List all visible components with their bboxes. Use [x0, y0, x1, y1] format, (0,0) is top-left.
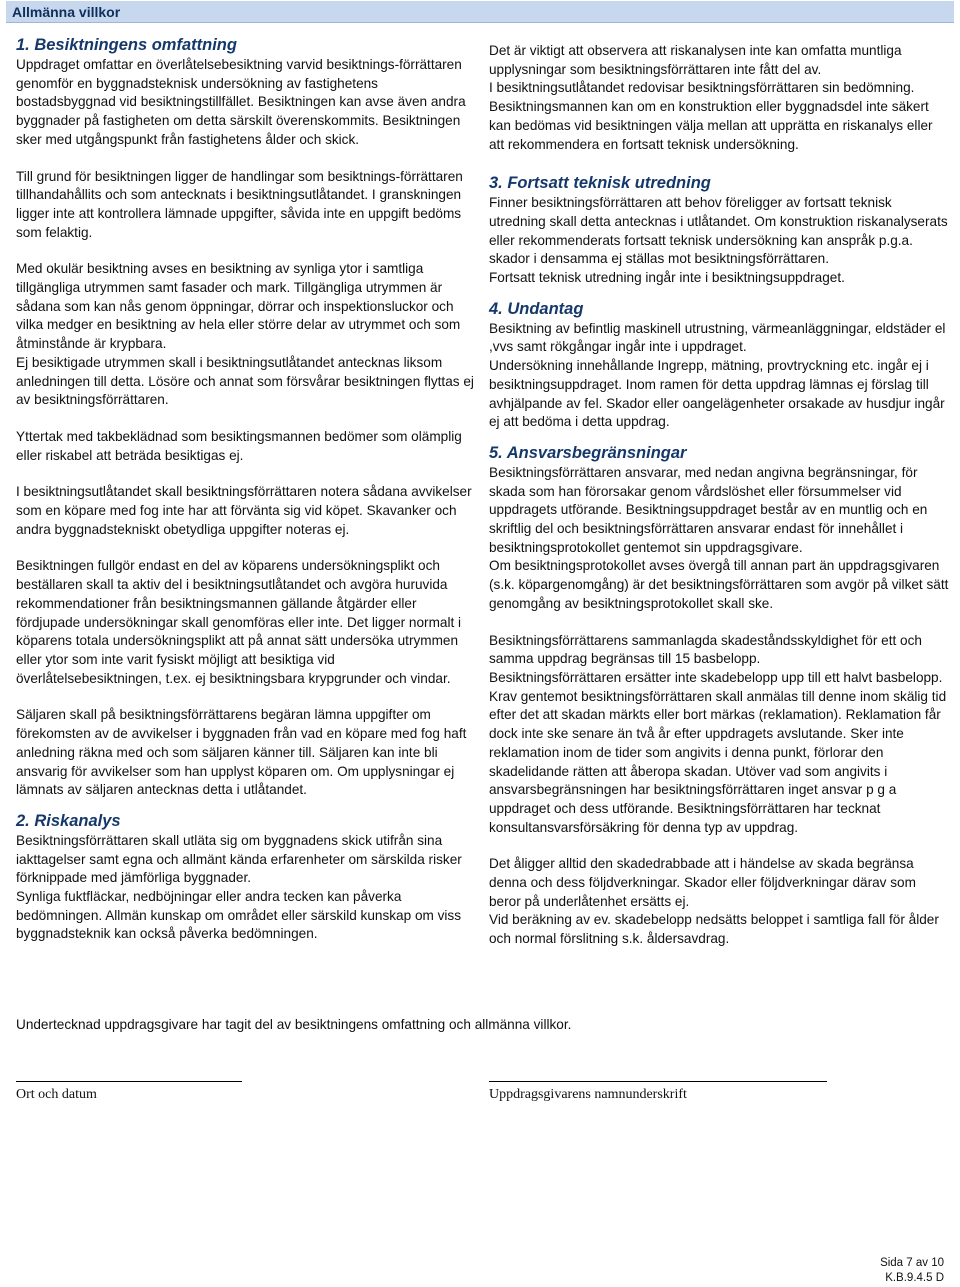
- section-4-heading: 4. Undantag: [489, 299, 584, 318]
- signature-line-client: [489, 1081, 827, 1082]
- section-4-paragraph-2: Undersökning innehållande Ingrepp, mätning, provtryckning etc. ingår ej i besiktningsuppdraget. Inom ramen för detta uppdrag lämnas ej förslag till avhjälpande av fel. Skador eller oangelägenheter orsakade av husdjur ingår ej att bedöma i detta uppdrag.: [489, 358, 945, 430]
- section-2-paragraph-2: Synliga fuktfläckar, nedböjningar eller andra tecken kan påverka bedömningen. Allmän kunskap om området eller särskild kunskap om viss byggnadsteknik kan också påverka bedömningen.: [16, 889, 462, 942]
- section-5-paragraph-6: Vid beräkning av ev. skadebelopp nedsätts beloppet i samtliga fall för ålder och normal förslitning s.k. åldersavdrag.: [489, 912, 939, 947]
- page-number: Sida 7 av 10: [880, 1257, 944, 1269]
- section-1-paragraph-8: Säljaren skall på besiktningsförrättarens begäran lämna uppgifter om förekomsten av de avvikelser i byggnaden från vad en köpare med fog haft anledning räkna med och som säljaren känner till. Säljaren kan inte bli ansvarig för avvikelser som han upplyst köparen om. Om upplysningar ej lämnats av säljaren antecknas detta i utlåtandet.: [16, 707, 467, 798]
- section-1-paragraph-7: Besiktningen fullgör endast en del av köparens undersökningsplikt och beställaren skall ta aktiv del i besiktningsutlåtandet och avgöra huruvida rekommendationer från besiktningsmannen gällande åtgärder eller fördjupade undersökningar skall genomföras eller inte. Det ligger normalt i köparens totala undersökningsplikt att på annat sätt undersöka utrymmen eller ytor som inte varit fysiskt möjligt att besiktiga vid överlåtelsebesiktningen, t.ex. ej besiktningsbara krypgrunder och vindar.: [16, 558, 462, 686]
- signature-label-client: Uppdragsgivarens namnunderskrift: [489, 1087, 687, 1102]
- section-2-paragraph-5: Besiktningsmannen kan om en konstruktion eller byggnadsdel inte säkert kan bedömas vid besiktningen välja mellan att upprätta en riskanalys eller att rekommendera en fortsatt teknisk undersökning.: [489, 99, 933, 152]
- section-3-heading: 3. Fortsatt teknisk utredning: [489, 174, 711, 193]
- section-5-paragraph-2: Om besiktningsprotokollet avses övergå till annan part än uppdragsgivaren (s.k. köpargenomgång) är det besiktningsförrättaren som avgör på vilket sätt genomgång av besiktningsprotokollet skall ske.: [489, 558, 949, 611]
- section-5-paragraph-3: Besiktningsförrättarens sammanlagda skadeståndsskyldighet för ett och samma uppdrag begränsas till 15 basbelopp.: [489, 632, 922, 667]
- page-header-title: Allmänna villkor: [12, 4, 121, 20]
- section-5-paragraph-1: Besiktningsförrättaren ansvarar, med nedan angivna begränsningar, för skada som han förorsakar genom vårdslöshet eller försummelser vid uppdragets utförande. Besiktningsuppdraget består av en muntlig och en skriftlig del och besiktningsförrättaren ansvarar endast för innehållet i besiktningsprotokollet gentemot sin uppdragsgivare.: [489, 464, 928, 555]
- section-1-paragraph-3: Med okulär besiktning avses en besiktning av synliga ytor i samtliga tillgängliga utrymmen samt fasader och mark. Tillgängliga utrymmen är sådana som kan nås genom öppningar, dörrar och inspektionsluckor och vilka medger en besiktning av hela eller större delar av utrymmet och som åtminstånde är krypbara.: [16, 261, 461, 352]
- page-info: [880, 1256, 944, 1286]
- section-1-paragraph-2: Till grund för besiktningen ligger de handlingar som besiktnings-förrättaren tillhandahållits och som antecknats i besiktningsutlåtandet. I granskningen ligger inte att kontrollera lämnade uppgifter, såvida inte en uppgift bedöms som felaktig.: [16, 168, 463, 240]
- section-1-paragraph-5: Yttertak med takbeklädnad som besiktingsmannen bedömer som olämplig eller riskabel att beträda besiktigas ej.: [16, 428, 462, 463]
- section-3-paragraph-1: Finner besiktningsförrättaren att behov föreligger av fortsatt teknisk utredning skall detta antecknas i utlåtandet. Om konstruktion riskanalyserats eller rekommenderats fortsatt teknisk undersökning kan anspråk p.g.a. skador i densamma ej ställas mot besiktningsförrättaren.: [489, 195, 948, 267]
- section-4-paragraph-1: Besiktning av befintlig maskinell utrustning, värmeanläggningar, eldstäder el ,vvs samt rökgångar ingår inte i uppdraget.: [489, 320, 946, 355]
- acknowledgement-text: Undertecknad uppdragsgivare har tagit del av besiktningens omfattning och allmänna villkor.: [16, 1017, 572, 1032]
- section-1-paragraph-6: I besiktningsutlåtandet skall besiktningsförrättaren notera sådana avvikelser som en köpare med fog inte har att förvänta sig vid köpet. Skavanker och andra byggnadstekniskt obetydliga uppgifter noteras ej.: [16, 484, 472, 537]
- section-3-paragraph-2: Fortsatt teknisk utredning ingår inte i besiktningsuppdraget.: [489, 270, 845, 286]
- section-1-paragraph-4: Ej besiktigade utrymmen skall i besiktningsutlåtandet antecknas liksom anledningen till detta. Lösöre och annat som försvårar besiktningen flyttas ej av besiktningsförrättaren.: [16, 354, 474, 408]
- section-1-heading: 1. Besiktningens omfattning: [16, 36, 237, 54]
- section-5-paragraph-4: Besiktningsförrättaren ersätter inte skadebelopp upp till ett halvt basbelopp. Krav gentemot besiktningsförrättaren skall anmälas till denne inom skälig tid efter det att skadan märkts eller bort märkas (reklamation). Reklamation får dock inte ske senare än två år efter uppdragets avslutande. Sker inte reklamation inom de tider som angivits i denna punkt, förlorar den skadelidande rätten att åberopa skadan. Utöver vad som angivits i ansvarsbegränsningen har besiktningsförrättaren inget ansvar p g a uppdraget och dess utförande. Besiktningsförrättaren har tecknat konsultansvarsförsäkring för denna typ av uppdrag.: [489, 669, 947, 835]
- right-column: [489, 42, 951, 949]
- section-1-paragraph-1: Uppdraget omfattar en överlåtelsebesiktning varvid besiktnings-förrättaren genomför en byggnadsteknisk undersökning av fastighetens bostadsbyggnad vid besiktningstillfället. Besiktningen kan avse även andra byggnader på fastigheten om detta särskilt överenskommits. Besiktningen sker med utgångspunkt från fastighetens ålder och skick.: [16, 57, 466, 147]
- signature-line-place-date: [16, 1081, 242, 1082]
- signature-label-place-date: Ort och datum: [16, 1087, 97, 1102]
- section-2-paragraph-3: Det är viktigt att observera att riskanalysen inte kan omfatta muntliga upplysningar som besiktningsförrättaren inte fått del av.: [489, 43, 902, 77]
- section-2-paragraph-1: Besiktningsförrättaren skall utläta sig om byggnadens skick utifrån sina iakttagelser samt egna och allmänt kända erfarenheter om särskilda risker förknippade med jämförliga byggnader.: [16, 832, 462, 886]
- section-2-heading: 2. Riskanalys: [16, 811, 121, 830]
- section-5-heading: 5. Ansvarsbegränsningar: [489, 443, 687, 462]
- section-5-paragraph-5: Det åligger alltid den skadedrabbade att i händelse av skada begränsa denna och dess följdverkningar. Skador eller följdverkningar därav som beror på underlåtenhet ersätts ej.: [489, 856, 916, 909]
- header-banner: [6, 1, 954, 23]
- section-2-paragraph-4: I besiktningsutlåtandet redovisar besiktningsförrättaren sin bedömning.: [489, 80, 915, 96]
- document-code: K.B.9.4.5 D: [885, 1272, 944, 1284]
- left-column: [16, 34, 476, 944]
